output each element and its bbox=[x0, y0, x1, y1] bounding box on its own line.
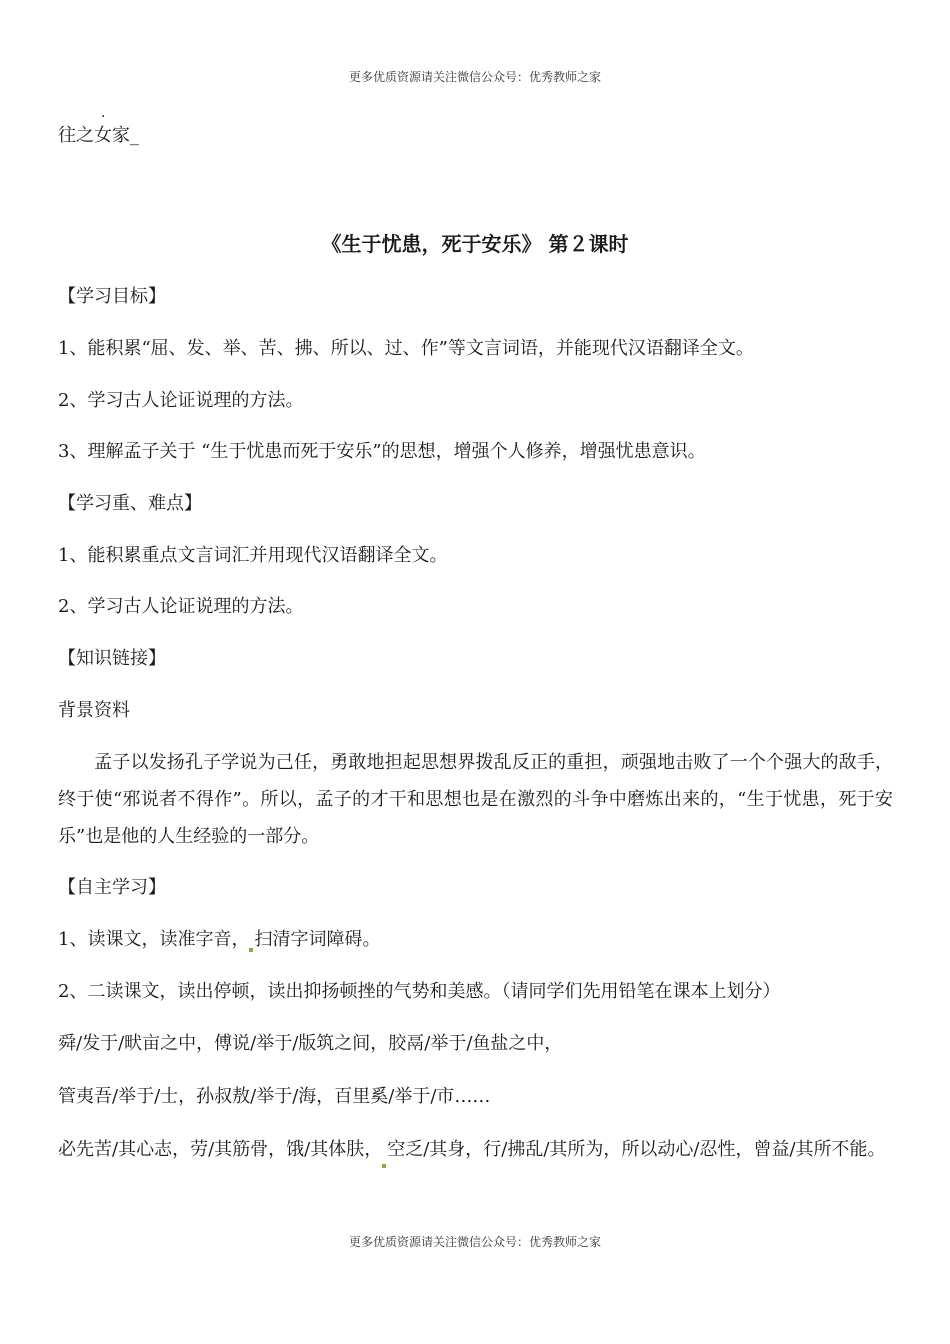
page-header: 更多优质资源请关注微信公众号：优秀教师之家 bbox=[348, 70, 601, 84]
text-line-3: 必先苦/其心志，劳/其筋骨，饿/其体肤， 空乏/其身，行/拂乱/其所为，所以动心/忍性，曾益/其所不能。 bbox=[58, 1131, 893, 1168]
background-label: 背景资料 bbox=[58, 700, 130, 721]
self-study-heading: 【自主学习】 bbox=[58, 877, 166, 898]
key-points-heading: 【学习重、难点】 bbox=[58, 493, 202, 514]
goals-heading: 【学习目标】 bbox=[58, 286, 166, 307]
page-footer: 更多优质资源请关注微信公众号：优秀教师之家 bbox=[348, 1235, 601, 1249]
self-study-item-2: 2、二读课文，读出停顿，读出抑扬顿挫的气势和美感。（请同学们先用铅笔在课本上划分） bbox=[58, 981, 781, 1002]
top-line: 往之女家_ bbox=[58, 125, 139, 146]
lesson-title: 《生于忧患，死于安乐》 第２课时 bbox=[321, 232, 629, 256]
edit-marker-icon bbox=[249, 948, 253, 952]
knowledge-link-heading: 【知识链接】 bbox=[58, 648, 166, 669]
goal-item-1: 1、能积累“屈、发、举、苦、拂、所以、过、作”等文言词语，并能现代汉语翻译全文。 bbox=[58, 338, 754, 359]
text-line-1: 舜/发于/畎亩之中，傅说/举于/版筑之间，胶鬲/举于/鱼盐之中， bbox=[58, 1033, 563, 1054]
key-point-2: 2、学习古人论证说理的方法。 bbox=[58, 596, 304, 617]
text-line-2: 管夷吾/举于/士，孙叔敖/举于/海，百里奚/举于/市…… bbox=[58, 1086, 491, 1107]
self-study-item-1: 1、读课文，读准字音， 扫清字词障碍。 bbox=[58, 929, 381, 950]
background-text: 孟子以发扬孔子学说为己任，勇敢地担起思想界拨乱反正的重担，顽强地击败了一个个强大的敌手，终于使“邪说者不得作”。所以，孟子的才干和思想也是在激烈的斗争中磨炼出来的，“生于忧患，死于安乐”也是他的人生经验的一部分。 bbox=[58, 752, 893, 847]
edit-marker-icon bbox=[382, 1164, 386, 1168]
emphasis-dot: · bbox=[101, 109, 106, 125]
key-point-1: 1、能积累重点文言词汇并用现代汉语翻译全文。 bbox=[58, 545, 448, 566]
goal-item-2: 2、学习古人论证说理的方法。 bbox=[58, 390, 304, 411]
goal-item-3: 3、理解孟子关于 “生于忧患而死于安乐”的思想，增强个人修养，增强忧患意识。 bbox=[58, 441, 706, 462]
background-paragraph bbox=[58, 744, 893, 855]
